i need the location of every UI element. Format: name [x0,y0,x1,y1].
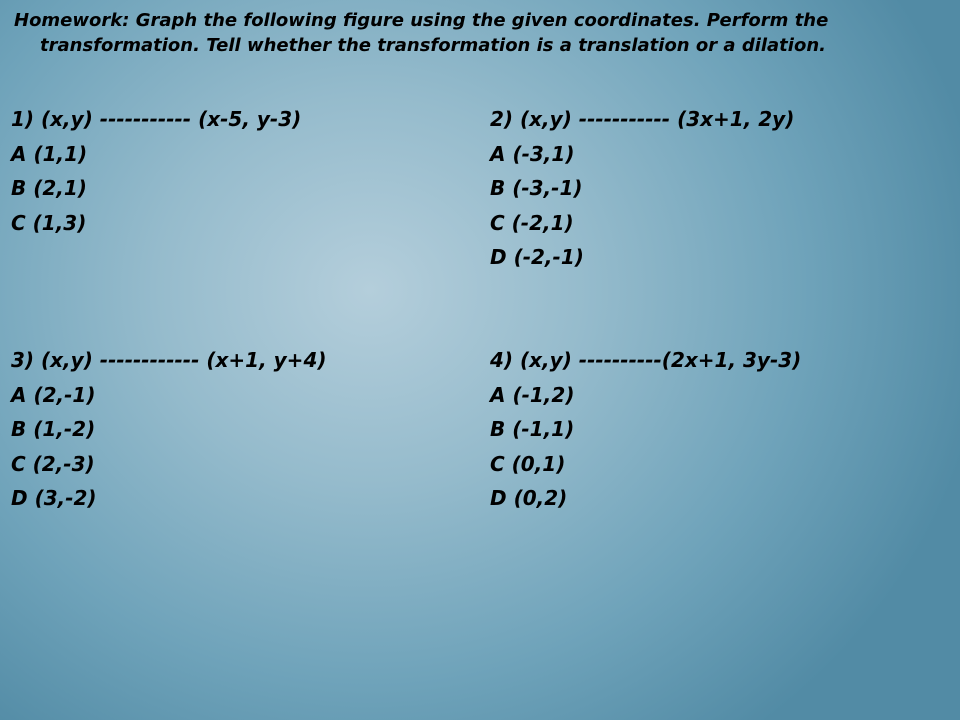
homework-instructions [14,8,944,58]
problem-4 [490,343,801,516]
problem-3 [11,343,327,516]
coordinate-point: B (1,-2) [11,417,96,441]
problem-2 [490,102,794,275]
problem-1 [11,102,301,240]
instructions-line-2: transformation. Tell whether the transformation is a translation or a dilation. [40,35,826,56]
coordinate-point: D (0,2) [490,486,568,510]
instructions-line-1: Homework: Graph the following figure using the given coordinates. Perform the [14,10,829,31]
transformation-rule: 4) (x,y) ----------(2x+1, 3y-3) [490,348,802,372]
transformation-rule: 1) (x,y) ----------- (x-5, y-3) [11,107,302,131]
coordinate-point: D (3,-2) [11,486,97,510]
coordinate-point: B (2,1) [11,176,87,200]
coordinate-point: B (-1,1) [490,417,575,441]
coordinate-point: A (-1,2) [490,382,575,407]
transformation-rule: 2) (x,y) ----------- (3x+1, 2y) [490,107,795,131]
coordinate-point: A (2,-1) [11,382,96,407]
coordinate-point: C (2,-3) [11,451,95,476]
transformation-rule: 3) (x,y) ------------ (x+1, y+4) [11,348,327,372]
coordinate-point: A (-3,1) [490,141,575,166]
coordinate-point: C (0,1) [490,451,566,476]
coordinate-point: D (-2,-1) [490,245,584,269]
coordinate-point: C (-2,1) [490,210,574,235]
coordinate-point: A (1,1) [11,141,88,166]
coordinate-point: C (1,3) [11,210,87,235]
coordinate-point: B (-3,-1) [490,176,583,200]
